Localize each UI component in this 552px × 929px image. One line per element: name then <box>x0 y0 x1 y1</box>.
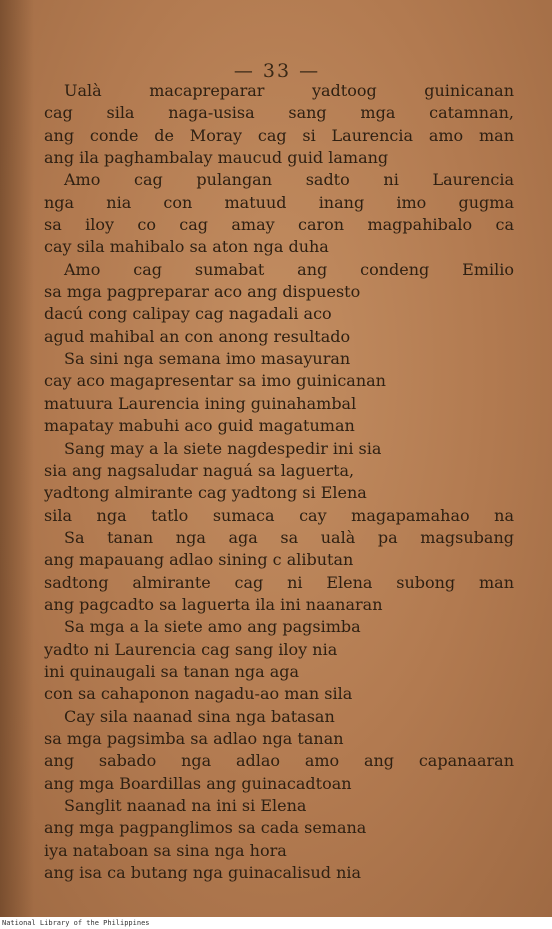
text-line: sa mga pagpreparar aco ang dispuesto <box>44 282 361 302</box>
poem-text <box>44 80 514 884</box>
text-line: cag sila naga-usisa sang mga catamnan, <box>44 103 514 123</box>
text-line: sia ang nagsaludar naguá sa laguerta, <box>44 460 355 480</box>
text-line: con sa cahaponon nagadu-ao man sila <box>44 684 353 704</box>
text-line: Sanglit naanad na ini si Elena <box>64 796 307 815</box>
text-line: ang pagcadto sa laguerta ila ini naanaran <box>44 594 383 614</box>
text-line: sa iloy co cag amay caron magpahibalo ca <box>44 215 514 235</box>
text-line: sadtong almirante cag ni Elena subong man <box>44 572 514 592</box>
text-line: ang mga Boardillas ang guinacadtoan <box>44 773 352 793</box>
library-credit: National Library of the Philippines <box>2 919 150 927</box>
text-line: Cay sila naanad sina nga batasan <box>64 706 335 726</box>
text-line: sila nga tatlo sumaca cay magapamahao na <box>44 505 514 525</box>
text-line: iya nataboan sa sina nga hora <box>44 840 287 860</box>
text-line: Amo cag sumabat ang condeng Emilio <box>64 259 514 279</box>
text-line: ang mapauang adlao sining c alibutan <box>44 550 354 570</box>
page-number: — 33 — <box>233 60 321 82</box>
text-line: ang ila paghambalay maucud guid lamang <box>44 148 389 168</box>
text-line: ini quinaugali sa tanan nga aga <box>44 661 300 681</box>
text-line: nga nia con matuud inang imo gugma <box>44 192 514 212</box>
text-line: Sa sini nga semana imo masayuran <box>64 349 351 369</box>
text-line: yadto ni Laurencia cag sang iloy nia <box>44 639 338 659</box>
text-line: cay aco magapresentar sa imo guinicanan <box>44 371 386 391</box>
text-line: Sang may a la siete nagdespedir ini sia <box>64 438 382 458</box>
text-line: Amo cag pulangan sadto ni Laurencia <box>64 170 514 190</box>
text-line: ang mga pagpanglimos sa cada semana <box>44 818 367 838</box>
text-line: cay sila mahibalo sa aton nga duha <box>44 237 329 257</box>
text-line: ang isa ca butang nga guinacalisud nia <box>44 863 362 883</box>
text-line: yadtong almirante cag yadtong si Elena <box>44 483 367 503</box>
text-line: sa mga pagsimba sa adlao nga tanan <box>44 728 344 748</box>
text-line: ang sabado nga adlao amo ang capanaaran <box>44 751 514 771</box>
text-line: Sa tanan nga aga sa ualà pa magsubang <box>64 527 514 547</box>
text-line: Sa mga a la siete amo ang pagsimba <box>64 617 361 637</box>
text-line: agud mahibal an con anong resultado <box>44 326 351 346</box>
text-line: ang conde de Moray cag si Laurencia amo man <box>44 125 514 145</box>
text-line: mapatay mabuhi aco guid magatuman <box>44 416 355 436</box>
text-line: dacú cong calipay cag nagadali aco <box>44 304 332 324</box>
text-line: Ualà macapreparar yadtoog guinicanan <box>64 81 514 100</box>
text-line: matuura Laurencia ining guinahambal <box>44 393 357 413</box>
